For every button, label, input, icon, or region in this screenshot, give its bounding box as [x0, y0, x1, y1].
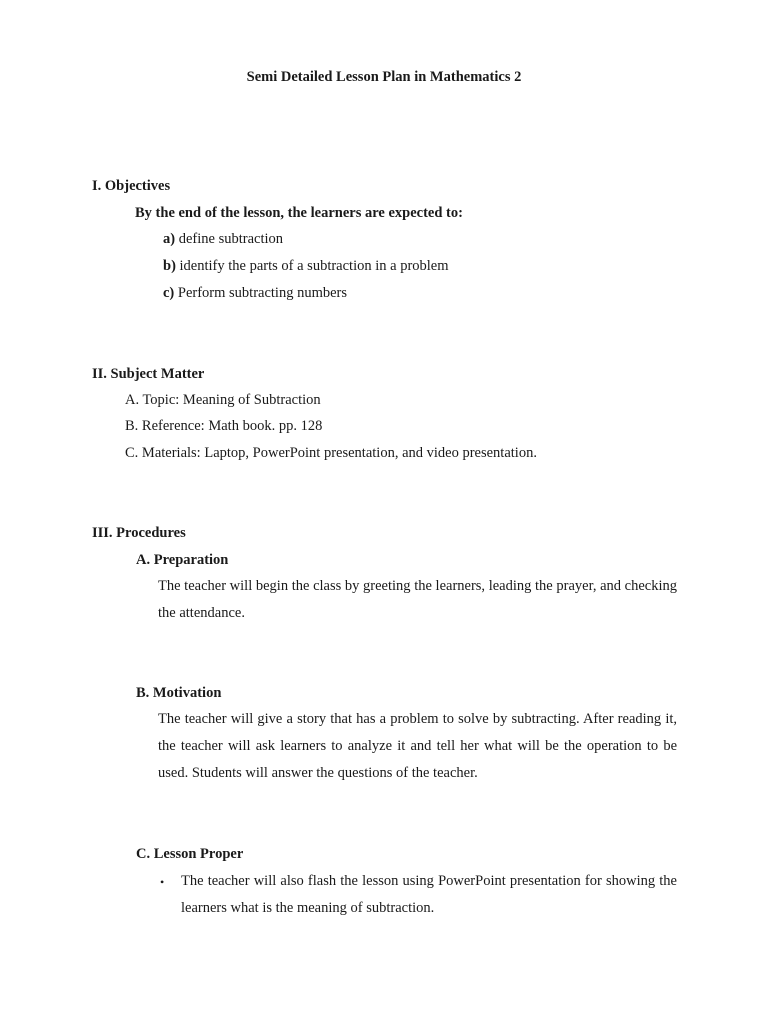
- lesson-proper-heading: C. Lesson Proper: [136, 846, 244, 862]
- objective-marker: c): [163, 285, 175, 301]
- document-title: Semi Detailed Lesson Plan in Mathematics 2: [246, 69, 522, 85]
- motivation-text: The teacher will give a story that has a problem to solve by subtracting. After reading it, the teacher will ask learners to analyze it and tell her what will be the operation to be used. Students will answer the questions of the teacher.: [158, 711, 677, 781]
- preparation-heading: A. Preparation: [136, 552, 229, 568]
- subject-matter-item: A. Topic: Meaning of Subtraction: [125, 392, 321, 408]
- preparation-text: The teacher will begin the class by greeting the learners, leading the prayer, and checking the attendance.: [158, 578, 677, 621]
- objective-item: [163, 231, 283, 248]
- bullet-icon: •: [160, 875, 165, 889]
- subject-matter-heading: II. Subject Matter: [92, 366, 205, 382]
- objectives-intro: By the end of the lesson, the learners are expected to:: [135, 205, 463, 221]
- subject-matter-item: C. Materials: Laptop, PowerPoint presentation, and video presentation.: [125, 445, 537, 461]
- objective-marker: b): [163, 258, 176, 274]
- motivation-heading: B. Motivation: [136, 685, 222, 701]
- lesson-proper-text: The teacher will also flash the lesson using PowerPoint presentation for showing the learners what is the meaning of subtraction.: [181, 873, 677, 916]
- subject-matter-item: B. Reference: Math book. pp. 128: [125, 418, 323, 434]
- objective-marker: a): [163, 231, 176, 247]
- objective-text: define subtraction: [178, 231, 284, 247]
- objective-item: [163, 258, 449, 275]
- procedures-heading: III. Procedures: [92, 525, 186, 541]
- objective-text: identify the parts of a subtraction in a problem: [179, 258, 449, 274]
- objectives-heading: I. Objectives: [92, 178, 171, 194]
- objective-text: Perform subtracting numbers: [177, 285, 348, 301]
- objective-item: [163, 285, 347, 302]
